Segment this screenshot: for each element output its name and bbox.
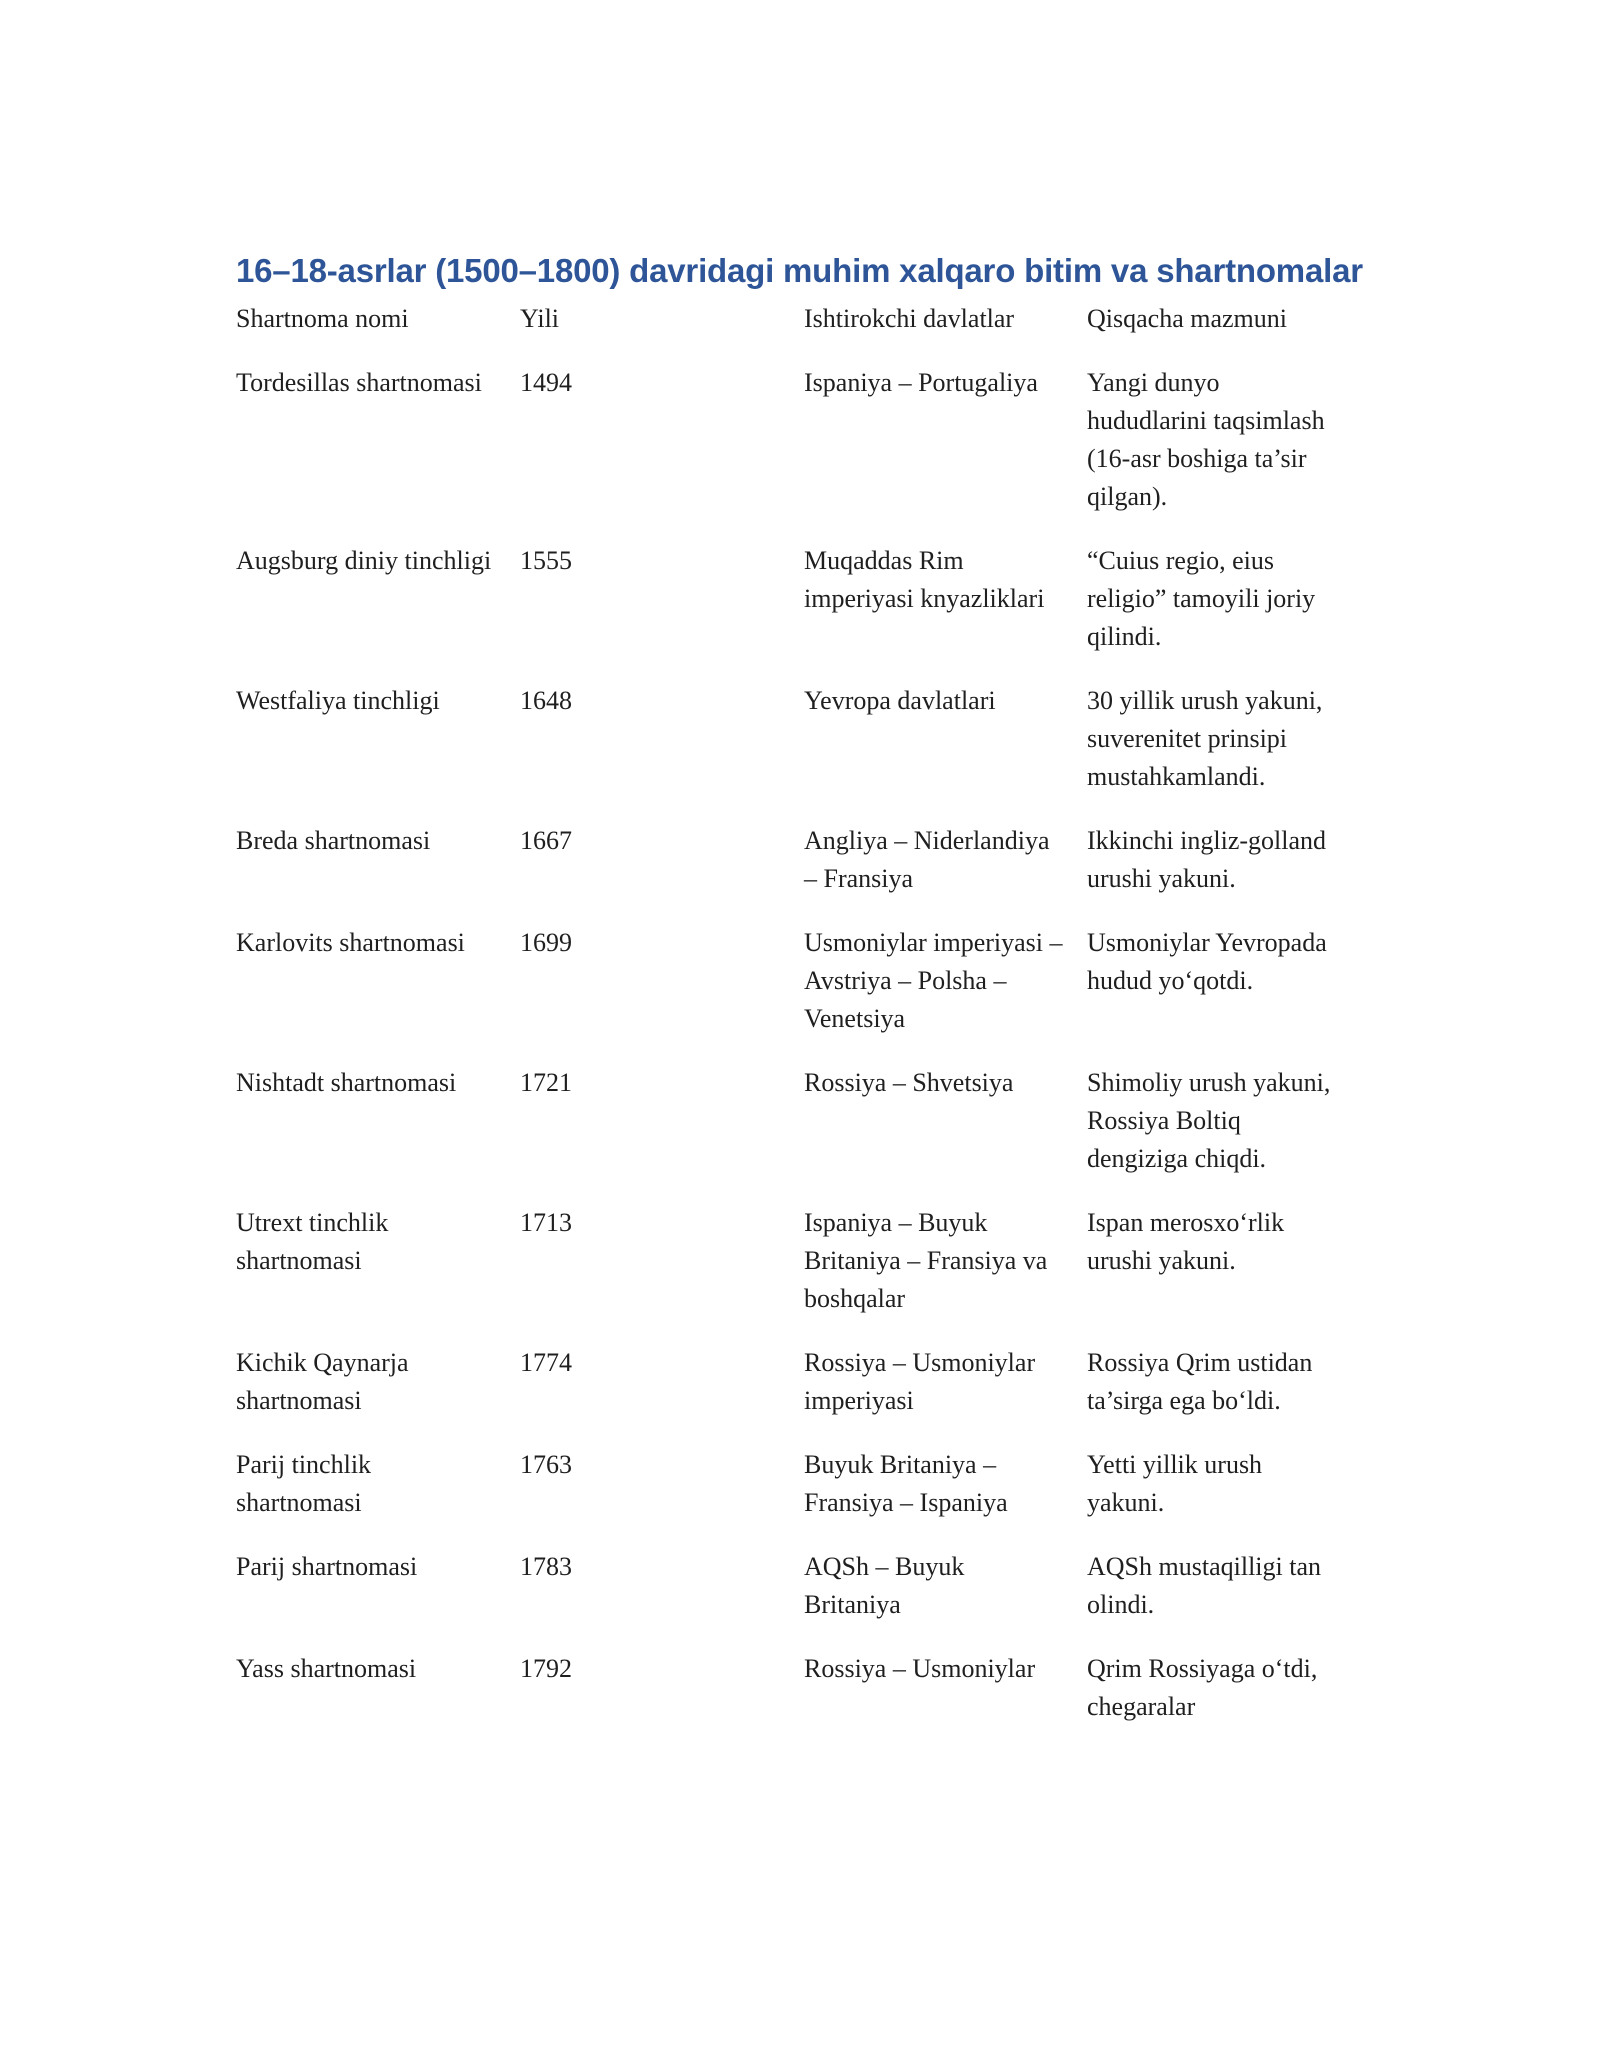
treaty-year: 1555 [520, 546, 572, 575]
treaty-year: 1774 [520, 1348, 572, 1377]
treaty-name: Parij tinchlik shartnomasi [236, 1450, 372, 1517]
treaty-name: Kichik Qaynarja shartnomasi [236, 1348, 409, 1415]
table-row [236, 1344, 1356, 1446]
table-body [236, 364, 1356, 1752]
treaty-summary: “Cuius regio, eius religio” tamoyili joriy qilindi. [1087, 546, 1316, 651]
table-row [236, 924, 1356, 1064]
column-header-name: Shartnoma nomi [236, 304, 409, 333]
treaty-parties: Rossiya – Usmoniylar [804, 1654, 1036, 1683]
treaty-parties: Muqaddas Rim imperiyasi knyazliklari [804, 546, 1045, 613]
table-row [236, 364, 1356, 542]
treaty-summary: 30 yillik urush yakuni, suverenitet prinsipi mustahkamlandi. [1087, 686, 1323, 791]
treaty-year: 1699 [520, 928, 572, 957]
table-row [236, 1650, 1356, 1752]
treaty-name: Parij shartnomasi [236, 1552, 418, 1581]
table-row [236, 682, 1356, 822]
treaty-name: Westfaliya tinchligi [236, 686, 440, 715]
treaty-summary: Ispan merosxo‘rlik urushi yakuni. [1087, 1208, 1285, 1275]
table-row [236, 1204, 1356, 1344]
treaty-summary: AQSh mustaqilligi tan olindi. [1087, 1552, 1321, 1619]
treaty-year: 1713 [520, 1208, 572, 1237]
treaty-parties: Angliya – Niderlandiya – Fransiya [804, 826, 1050, 893]
document-title: 16–18-asrlar (1500–1800) davridagi muhim xalqaro bitim va shartnomalar [236, 252, 1363, 289]
treaties-table [236, 300, 1356, 1752]
table-row [236, 1064, 1356, 1204]
treaty-year: 1648 [520, 686, 572, 715]
treaty-name: Tordesillas shartnomasi [236, 368, 482, 397]
treaty-summary: Ikkinchi ingliz-golland urushi yakuni. [1087, 826, 1327, 893]
treaty-summary: Yetti yillik urush yakuni. [1087, 1450, 1263, 1517]
table-row [236, 1548, 1356, 1650]
column-header-year: Yili [520, 304, 560, 333]
treaty-name: Nishtadt shartnomasi [236, 1068, 457, 1097]
table-header [236, 300, 1356, 364]
table-row [236, 822, 1356, 924]
treaty-year: 1721 [520, 1068, 572, 1097]
treaty-parties: Ispaniya – Portugaliya [804, 368, 1038, 397]
treaty-year: 1792 [520, 1654, 572, 1683]
treaty-year: 1494 [520, 368, 572, 397]
treaty-parties: Ispaniya – Buyuk Britaniya – Fransiya va boshqalar [804, 1208, 1048, 1313]
treaty-name: Utrext tinchlik shartnomasi [236, 1208, 389, 1275]
treaty-parties: AQSh – Buyuk Britaniya [804, 1552, 965, 1619]
treaty-summary: Shimoliy urush yakuni, Rossiya Boltiq dengiziga chiqdi. [1087, 1068, 1331, 1173]
table-row [236, 1446, 1356, 1548]
treaty-parties: Rossiya – Usmoniylar imperiyasi [804, 1348, 1036, 1415]
treaty-year: 1783 [520, 1552, 572, 1581]
treaty-summary: Qrim Rossiyaga o‘tdi, chegaralar [1087, 1654, 1318, 1721]
column-header-parties: Ishtirokchi davlatlar [804, 304, 1015, 333]
treaty-year: 1667 [520, 826, 572, 855]
treaty-name: Yass shartnomasi [236, 1654, 417, 1683]
treaty-summary: Rossiya Qrim ustidan ta’sirga ega bo‘ldi. [1087, 1348, 1313, 1415]
table-row [236, 542, 1356, 682]
column-header-summary: Qisqacha mazmuni [1087, 304, 1287, 333]
treaty-year: 1763 [520, 1450, 572, 1479]
treaty-name: Augsburg diniy tinchligi [236, 546, 492, 575]
treaty-parties: Buyuk Britaniya – Fransiya – Ispaniya [804, 1450, 1008, 1517]
treaty-parties: Usmoniylar imperiyasi – Avstriya – Polsha – Venetsiya [804, 928, 1063, 1033]
treaty-parties: Rossiya – Shvetsiya [804, 1068, 1014, 1097]
treaty-summary: Yangi dunyo hududlarini taqsimlash (16-asr boshiga ta’sir qilgan). [1087, 368, 1325, 511]
treaty-name: Breda shartnomasi [236, 826, 431, 855]
table-header-row [236, 300, 1356, 364]
treaty-parties: Yevropa davlatlari [804, 686, 996, 715]
treaty-name: Karlovits shartnomasi [236, 928, 465, 957]
treaty-summary: Usmoniylar Yevropada hudud yo‘qotdi. [1087, 928, 1327, 995]
